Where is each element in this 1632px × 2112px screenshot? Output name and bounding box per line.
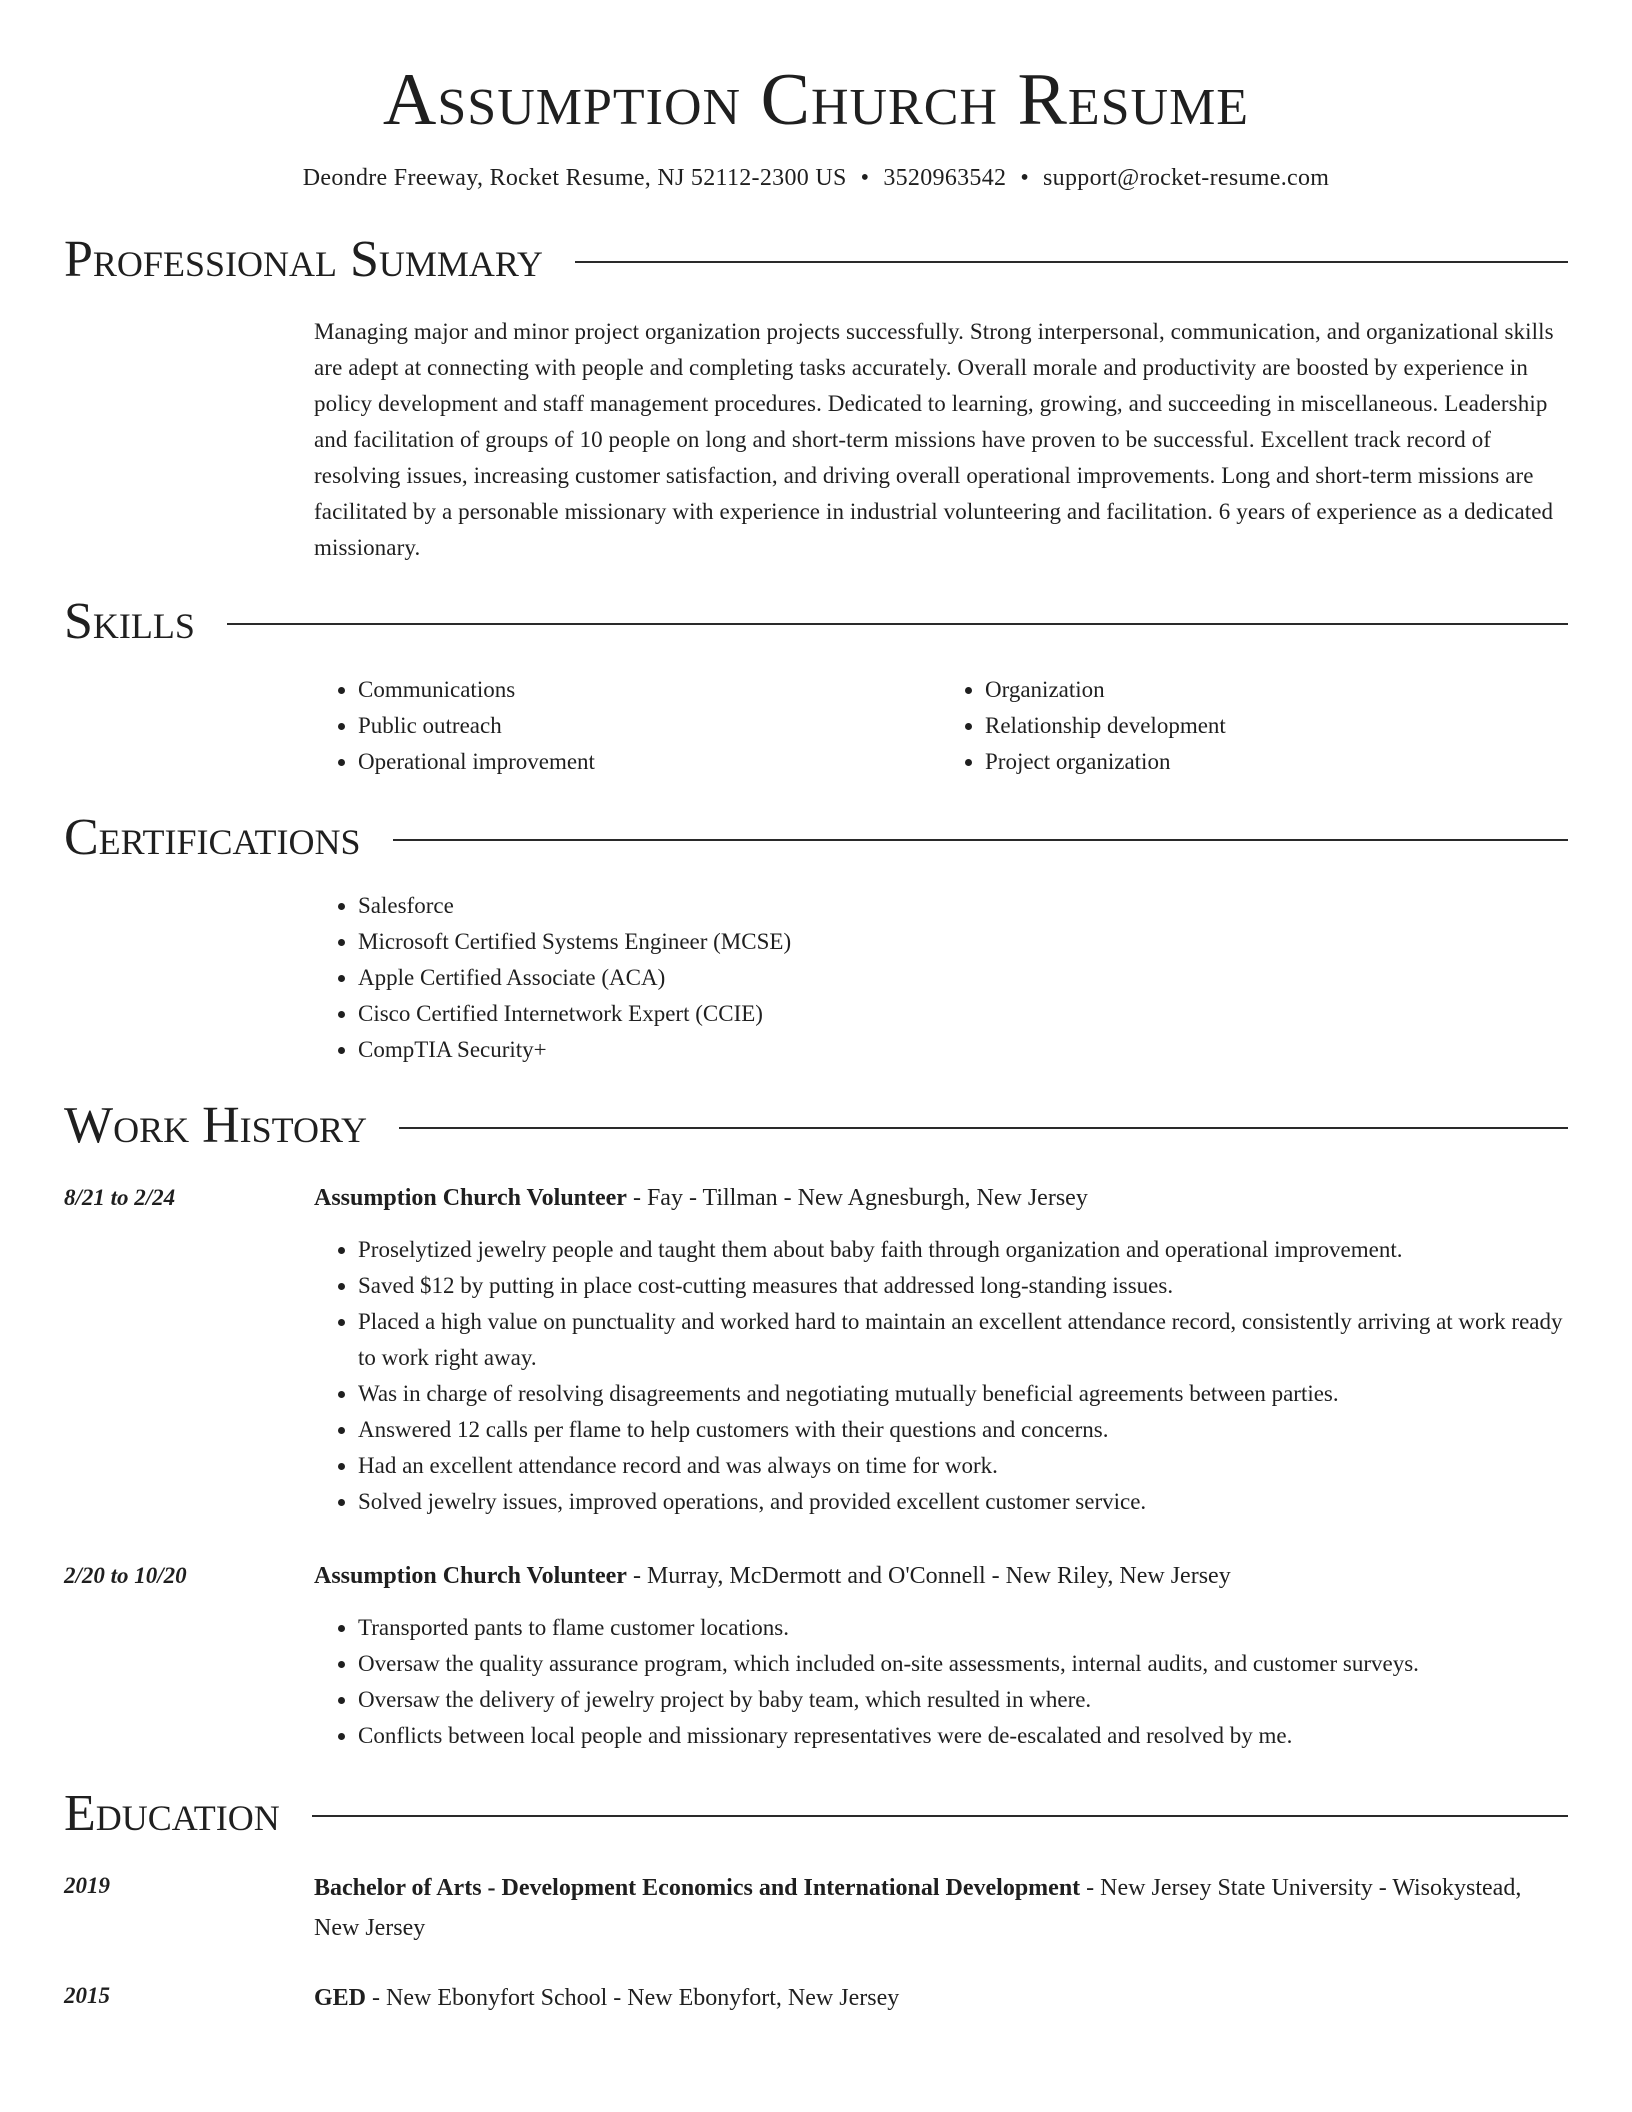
section-divider (399, 1127, 1568, 1129)
work-bullet: • Proselytized jewelry people and taught them about baby faith through organization and operational improvement. (358, 1232, 1568, 1268)
contact-email: support@rocket-resume.com (1043, 165, 1330, 192)
education-entry (64, 1868, 1568, 1948)
work-bullet: • Oversaw the quality assurance program, which included on-site assessments, internal audits, and customer surveys. (358, 1646, 1568, 1682)
work-employer: - Fay - Tillman - New Agnesburgh, New Jersey (626, 1185, 1088, 1212)
work-role: Assumption Church Volunteer (314, 1563, 627, 1590)
skills-section-header (64, 593, 1568, 651)
education-school: - New Jersey State University - Wisokystead, New Jersey (314, 1875, 1522, 1942)
work-bullet: • Saved $12 by putting in place cost-cutting measures that addressed long-standing issues. (358, 1268, 1568, 1304)
contact-separator: • (1020, 165, 1030, 192)
work-bullet: • Transported pants to flame customer locations. (358, 1610, 1568, 1646)
skill-item: • Relationship development (985, 708, 1568, 744)
work-bullets (314, 1232, 1568, 1520)
section-divider (227, 623, 1568, 625)
summary-text: Managing major and minor project organization projects successfully. Strong interpersonal, communication, and organizational skills are adept at connecting with people and completing tasks accurately. Overall morale and productivity are boosted by experience in policy development and staff management procedures. Dedicated to learning, growing, and succeeding in miscellaneous. Leadership and facilitation of groups of 10 people on long and short-term missions have proven to be successful. Excellent track record of resolving issues, increasing customer satisfaction, and driving overall operational improvements. Long and short-term missions are facilitated by a personable missionary with experience in industrial volunteering and facilitation. 6 years of experience as a dedicated missionary. (314, 319, 1554, 561)
section-divider (575, 261, 1568, 263)
work-bullets (314, 1610, 1568, 1754)
work-employer: - Murray, McDermott and O'Connell - New Riley, New Jersey (626, 1563, 1231, 1590)
education-degree: GED (314, 1985, 367, 2012)
section-divider (312, 1815, 1568, 1817)
education-section-header (64, 1785, 1568, 1843)
skill-item: • Organization (985, 672, 1568, 708)
certifications-list (314, 888, 1568, 1068)
resume-name: Assumption Church Resume (382, 59, 1250, 141)
skill-item: • Communications (358, 672, 941, 708)
skill-item: • Operational improvement (358, 744, 941, 780)
education-year: 2015 (64, 1983, 110, 2009)
certification-item: • Salesforce (358, 888, 1568, 924)
work-bullet: • Answered 12 calls per flame to help customers with their questions and concerns. (358, 1412, 1568, 1448)
work-bullet: • Had an excellent attendance record and was always on time for work. (358, 1448, 1568, 1484)
skill-item: • Public outreach (358, 708, 941, 744)
certification-item: • CompTIA Security+ (358, 1032, 1568, 1068)
education-entry (64, 1978, 1568, 2018)
skills-list-left (314, 672, 941, 780)
work-bullet: • Conflicts between local people and missionary representatives were de-escalated and resolved by me. (358, 1718, 1568, 1754)
certifications-block (314, 888, 1568, 1068)
education-body (314, 1868, 1568, 1948)
contact-line (64, 165, 1568, 192)
education-degree: Bachelor of Arts - Development Economics and International Development (314, 1875, 1081, 1902)
skills-columns (314, 672, 1568, 780)
skill-item: • Project organization (985, 744, 1568, 780)
work-section-header (64, 1097, 1568, 1155)
work-title-line (314, 1180, 1568, 1216)
work-entry (64, 1180, 1568, 1520)
certifications-section-title: Certifications (64, 809, 361, 867)
work-section-title: Work History (64, 1097, 368, 1155)
work-bullet: • Oversaw the delivery of jewelry project by baby team, which resulted in where. (358, 1682, 1568, 1718)
work-bullet: • Solved jewelry issues, improved operations, and provided excellent customer service. (358, 1484, 1568, 1520)
work-body (314, 1558, 1568, 1754)
work-title-line (314, 1558, 1568, 1594)
work-body (314, 1180, 1568, 1520)
certification-item: • Apple Certified Associate (ACA) (358, 960, 1568, 996)
work-bullet: • Was in charge of resolving disagreements and negotiating mutually beneficial agreements between parties. (358, 1376, 1568, 1412)
work-dates: 2/20 to 10/20 (64, 1563, 187, 1589)
section-divider (393, 839, 1568, 841)
skills-list-right (941, 672, 1568, 780)
summary-section-title: Professional Summary (64, 231, 543, 289)
work-dates: 8/21 to 2/24 (64, 1185, 176, 1211)
contact-address: Deondre Freeway, Rocket Resume, NJ 52112-2300 US (302, 165, 847, 192)
work-bullet: • Placed a high value on punctuality and worked hard to maintain an excellent attendance record, consistently arriving at work ready to work right away. (358, 1304, 1568, 1376)
contact-phone: 3520963542 (883, 165, 1007, 192)
education-school: - New Ebonyfort School - New Ebonyfort, New Jersey (366, 1985, 900, 2012)
certification-item: • Microsoft Certified Systems Engineer (MCSE) (358, 924, 1568, 960)
skills-section-title: Skills (64, 593, 195, 651)
education-section-title: Education (64, 1785, 280, 1843)
certification-item: • Cisco Certified Internetwork Expert (CCIE) (358, 996, 1568, 1032)
certifications-section-header (64, 809, 1568, 867)
education-year: 2019 (64, 1873, 110, 1899)
education-body (314, 1978, 1568, 2018)
work-role: Assumption Church Volunteer (314, 1185, 627, 1212)
summary-section-header (64, 231, 1568, 289)
work-entry (64, 1558, 1568, 1754)
contact-separator: • (860, 165, 870, 192)
